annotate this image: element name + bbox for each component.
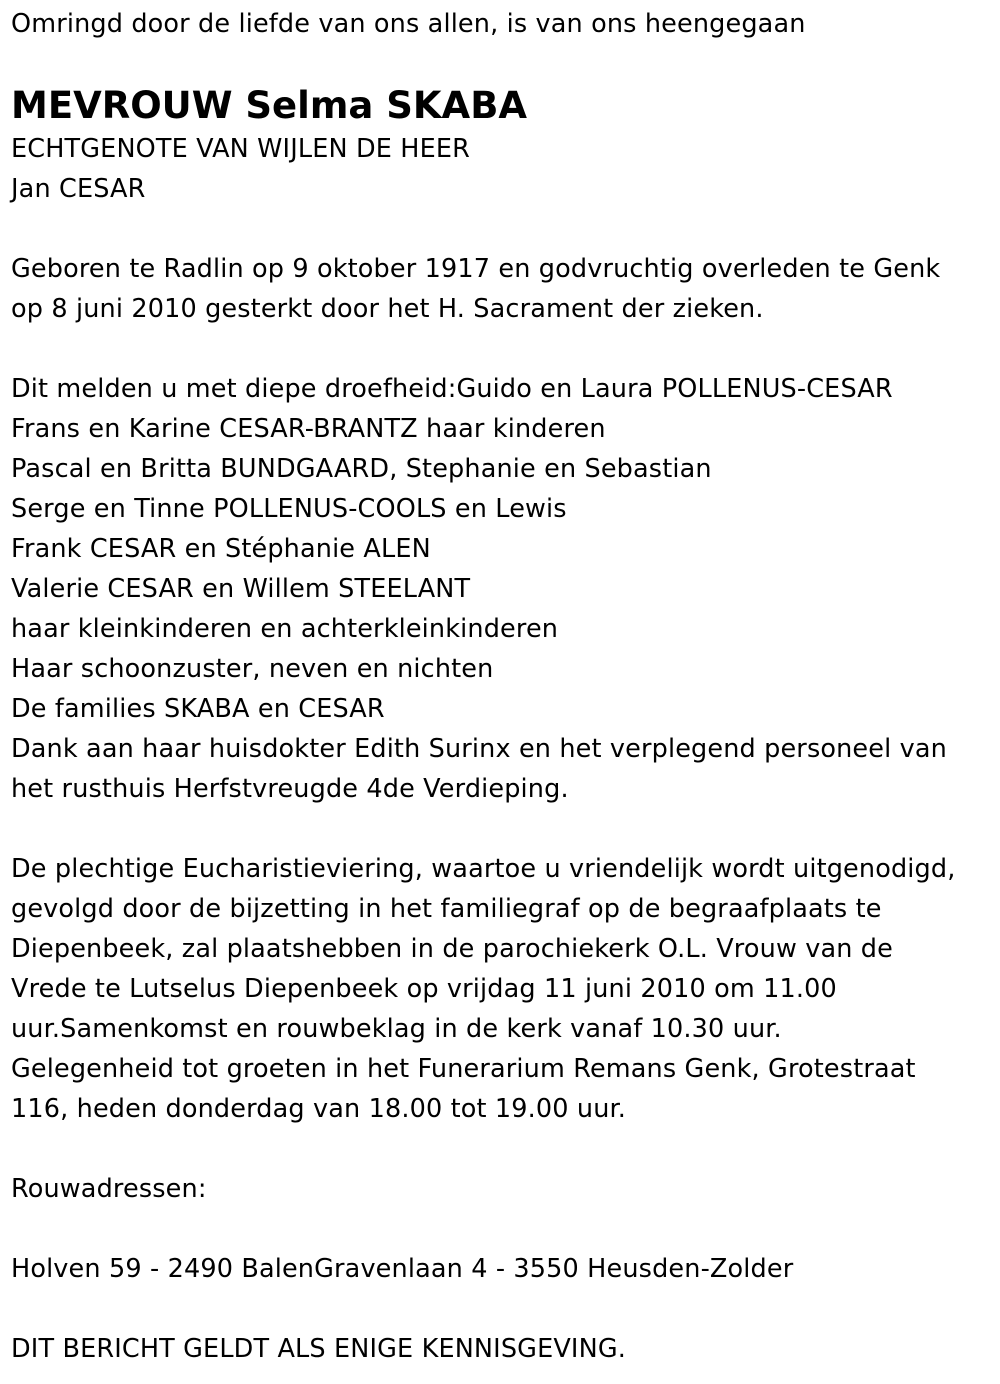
birth-death-paragraph bbox=[11, 249, 996, 329]
ceremony-line: Vrede te Lutselus Diepenbeek op vrijdag 11 juni 2010 om 11.00 bbox=[11, 974, 837, 1004]
ceremony-line: Diepenbeek, zal plaatshebben in de parochiekerk O.L. Vrouw van de bbox=[11, 934, 893, 964]
closing-notice: DIT BERICHT GELDT ALS ENIGE KENNISGEVING. bbox=[11, 1334, 626, 1364]
mourner-line: Dank aan haar huisdokter Edith Surinx en het verplegend personeel van bbox=[11, 734, 947, 764]
mourner-line: het rusthuis Herfstvreugde 4de Verdieping. bbox=[11, 774, 569, 804]
addresses-text: Holven 59 - 2490 BalenGravenlaan 4 - 3550 Heusden-Zolder bbox=[11, 1254, 794, 1284]
spouse-name: Jan CESAR bbox=[11, 174, 146, 204]
mourners-list bbox=[11, 369, 996, 809]
spouse-title: ECHTGENOTE VAN WIJLEN DE HEER bbox=[11, 134, 470, 164]
ceremony-paragraph bbox=[11, 849, 996, 1129]
paragraph-line: op 8 juni 2010 gesterkt door het H. Sacrament der zieken. bbox=[11, 294, 764, 324]
addresses-label: Rouwadressen: bbox=[11, 1174, 207, 1204]
mourner-line: Dit melden u met diepe droefheid:Guido en Laura POLLENUS-CESAR bbox=[11, 374, 893, 404]
spacer bbox=[11, 209, 996, 249]
spacer bbox=[11, 1129, 996, 1169]
spacer bbox=[11, 1209, 996, 1249]
ceremony-line: De plechtige Eucharistieviering, waartoe u vriendelijk wordt uitgenodigd, bbox=[11, 854, 956, 884]
mourner-line: Haar schoonzuster, neven en nichten bbox=[11, 654, 494, 684]
mourner-line: Frank CESAR en Stéphanie ALEN bbox=[11, 534, 431, 564]
spacer bbox=[11, 809, 996, 849]
mourner-line: Frans en Karine CESAR-BRANTZ haar kinderen bbox=[11, 414, 606, 444]
spacer bbox=[11, 329, 996, 369]
mourner-line: haar kleinkinderen en achterkleinkinderen bbox=[11, 614, 559, 644]
mourner-line: De families SKABA en CESAR bbox=[11, 694, 385, 724]
obituary-notice bbox=[11, 0, 996, 1369]
mourner-line: Serge en Tinne POLLENUS-COOLS en Lewis bbox=[11, 494, 567, 524]
ceremony-line: 116, heden donderdag van 18.00 tot 19.00 uur. bbox=[11, 1094, 627, 1124]
ceremony-line: gevolgd door de bijzetting in het familiegraf op de begraafplaats te bbox=[11, 894, 882, 924]
spacer bbox=[11, 1289, 996, 1329]
mourner-line: Valerie CESAR en Willem STEELANT bbox=[11, 574, 471, 604]
mourner-line: Pascal en Britta BUNDGAARD, Stephanie en Sebastian bbox=[11, 454, 712, 484]
ceremony-line: uur.Samenkomst en rouwbeklag in de kerk vanaf 10.30 uur. bbox=[11, 1014, 782, 1044]
paragraph-line: Geboren te Radlin op 9 oktober 1917 en godvruchtig overleden te Genk bbox=[11, 254, 941, 284]
intro-text: Omringd door de liefde van ons allen, is van ons heengegaan bbox=[11, 9, 806, 39]
deceased-name: MEVROUW Selma SKABA bbox=[11, 84, 528, 127]
ceremony-line: Gelegenheid tot groeten in het Funerarium Remans Genk, Grotestraat bbox=[11, 1054, 916, 1084]
